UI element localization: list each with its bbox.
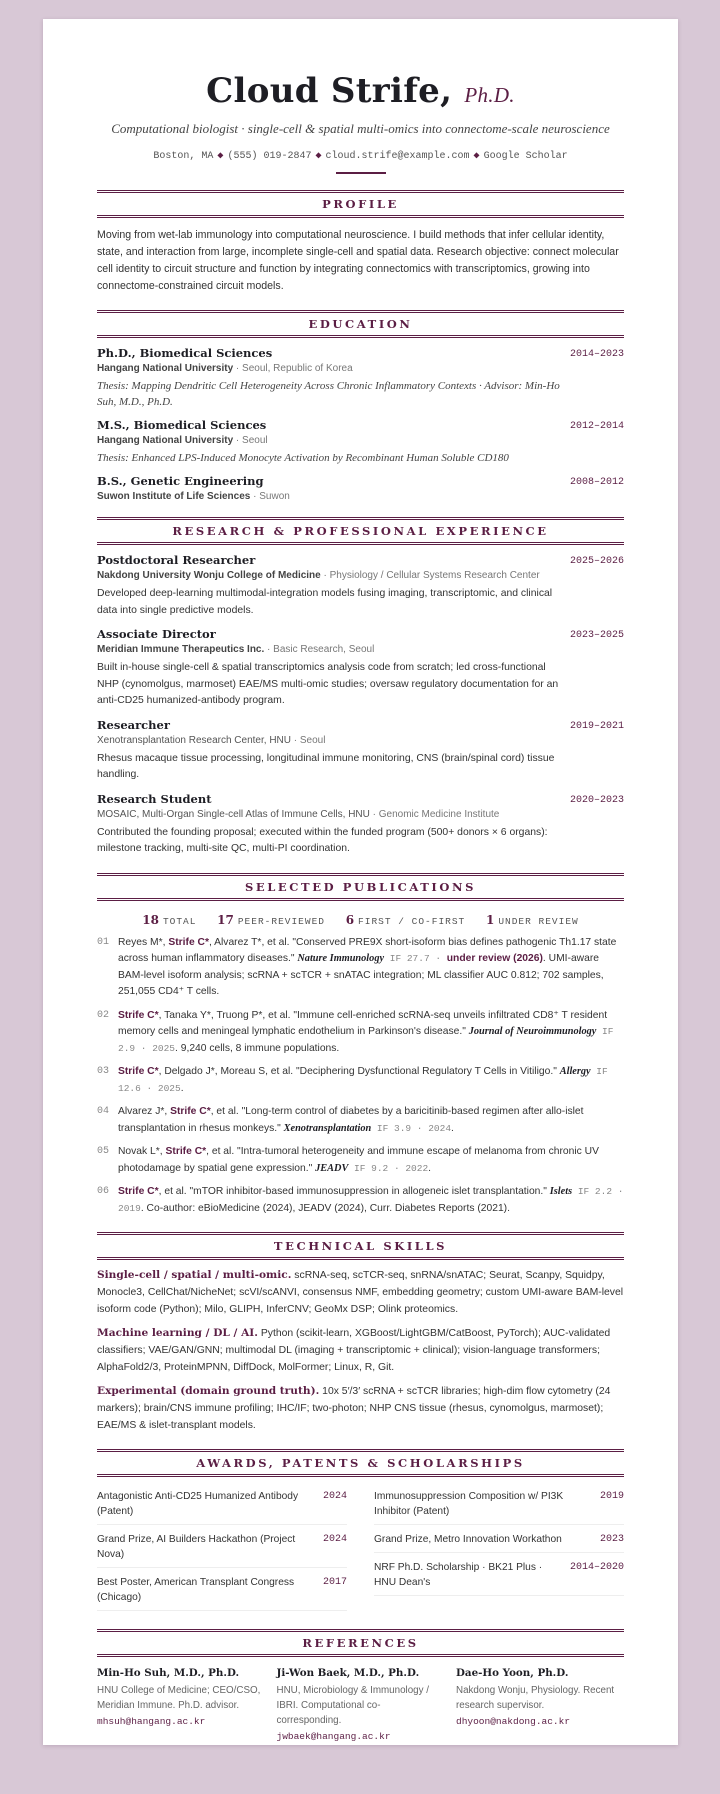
award-year: 2024 (322, 1534, 347, 1545)
publication-item (97, 1064, 624, 1097)
award-title: NRF Ph.D. Scholarship · BK21 Plus · HNU Dean's (374, 1562, 543, 1588)
reference-item (456, 1667, 624, 1742)
award-year: 2017 (322, 1577, 347, 1588)
stat-label: UNDER REVIEW (498, 915, 579, 927)
publication-notes: . (428, 1162, 432, 1174)
experience-entry (97, 718, 624, 784)
skill-label: Machine learning / DL / AI. (97, 1327, 258, 1339)
entry-title: M.S., Biomedical Sciences (97, 418, 267, 432)
contact-scholar-link[interactable]: Google Scholar (483, 151, 568, 162)
contact-location: Boston, MA (153, 151, 214, 162)
self-author: Strife C* (168, 936, 209, 948)
authors-title: , Tanaka Y*, Truong P*, et al. "Immune cell-enriched scRNA-seq unveils infiltrated CD8⁺ T resident memory cells and meningeal lymphatic endothelium in Parkinson's disease." (118, 1009, 608, 1037)
publication-item (97, 935, 624, 1001)
award-item (374, 1528, 624, 1553)
skill-group (97, 1325, 624, 1376)
stat-label: PEER-REVIEWED (237, 915, 325, 927)
section-title-publications: SELECTED PUBLICATIONS (97, 873, 624, 901)
entry-title: Researcher (97, 717, 170, 732)
award-item (374, 1556, 624, 1596)
authors-title: , Alvarez T*, et al. "Conserved PRE9X short-isoform bias defines pathogenic Th1.17 state across human inflammatory diseases." (118, 936, 617, 964)
reference-item (277, 1667, 445, 1742)
publication-index: 04 (97, 1106, 110, 1117)
self-author: Strife C* (118, 1186, 159, 1197)
self-author: Strife C* (170, 1106, 211, 1117)
references-grid (97, 1667, 624, 1742)
org-location: · Seoul (233, 435, 268, 446)
org-location: · Seoul, Republic of Korea (233, 363, 353, 374)
contact-email[interactable]: cloud.strife@example.com (325, 151, 470, 162)
stat-number: 17 (217, 912, 234, 927)
authors-before: Reyes M*, (118, 936, 169, 948)
section-title-skills: TECHNICAL SKILLS (97, 1232, 624, 1260)
publication-item (97, 1184, 624, 1217)
entry-org (97, 644, 624, 655)
experience-entry (97, 792, 624, 858)
section-title-profile: PROFILE (97, 190, 624, 218)
publication-item (97, 1144, 624, 1177)
reference-name: Dae-Ho Yoon, Ph.D. (456, 1667, 569, 1679)
entry-title: Research Student (97, 791, 212, 806)
org-name: MOSAIC, Multi-Organ Single-cell Atlas of Immune Cells, HNU (97, 808, 370, 820)
publication-index: 01 (97, 936, 110, 948)
org-name: Nakdong University Wonju College of Medicine (97, 570, 321, 581)
entry-description: Developed deep-learning multimodal-integration models fusing imaging, transcriptomic, and clinical data into single predictive models. (97, 588, 553, 616)
impact-factor: IF 9.2 · 2022 (348, 1162, 429, 1174)
org-name: Xenotransplantation Research Center, HNU (97, 734, 291, 746)
journal-name: Journal of Neuroimmunology (468, 1026, 597, 1037)
awards-column-right (374, 1485, 624, 1614)
org-name: Hangang National University (97, 363, 234, 374)
entry-title: B.S., Genetic Engineering (97, 474, 264, 488)
education-entry (97, 474, 624, 502)
impact-factor: IF 2.2 · 2019 (118, 1186, 624, 1214)
stat-first-author (345, 912, 466, 927)
entry-date: 2014–2023 (569, 349, 624, 360)
candidate-name (97, 71, 624, 111)
skill-label: Experimental (domain ground truth). (97, 1385, 320, 1397)
org-name: Meridian Immune Therapeutics Inc. (97, 644, 265, 655)
publication-notes: . 9,240 cells, 8 immune populations. (175, 1042, 340, 1054)
experience-list (97, 553, 624, 858)
entry-description: Rhesus macaque tissue processing, longitudinal immune monitoring, CNS (brain/spinal cord) tissue handling. (97, 752, 555, 780)
stat-under-review (485, 912, 579, 927)
skill-label: Single-cell / spatial / multi-omic. (97, 1269, 292, 1281)
award-title: Grand Prize, AI Builders Hackathon (Project Nova) (97, 1534, 296, 1560)
org-name: Hangang National University (97, 435, 234, 446)
entry-description: Built in-house single-cell & spatial transcriptomics analysis code from scratch; led cross-functional NHP (cynomolgus, marmoset) EAE/MS multi-omic studies; oversaw regulatory documentation for an anti-CD25 humanized-antibody program. (97, 662, 559, 706)
section-title-references: REFERENCES (97, 1629, 624, 1657)
stat-number: 6 (345, 912, 355, 927)
reference-description: Nakdong Wonju, Physiology. Recent research supervisor. (456, 1685, 615, 1711)
skill-text: scRNA-seq, scTCR-seq, snRNA/snATAC; Seurat, Scanpy, Squidpy, Monocle3, CellChat/NicheNet; scVI/scANVI, consensus NMF, embedding geometry; custom UMI-aware BAM-level isoform code (Python); Milo, GLIPH, InferCNV; GeoMx DSP; Olink proteomics. (97, 1270, 624, 1315)
publication-list (97, 935, 624, 1218)
award-title: Grand Prize, Metro Innovation Workathon (374, 1534, 562, 1545)
degree-suffix: Ph.D. (464, 83, 515, 107)
education-list (97, 346, 624, 502)
org-location: · Genomic Medicine Institute (369, 808, 500, 820)
resume-page (43, 19, 678, 1745)
award-title: Antagonistic Anti-CD25 Humanized Antibody (Patent) (97, 1491, 299, 1517)
section-title-experience: RESEARCH & PROFESSIONAL EXPERIENCE (97, 517, 624, 545)
reference-email[interactable]: dhyoon@nakdong.ac.kr (456, 1716, 571, 1727)
publication-notes: . (451, 1122, 454, 1134)
awards-grid (97, 1485, 624, 1614)
diamond-separator-icon: ◆ (315, 151, 322, 162)
entry-org (97, 809, 624, 820)
diamond-separator-icon: ◆ (217, 151, 224, 162)
entry-date: 2012–2014 (569, 421, 624, 432)
reference-name: Min-Ho Suh, M.D., Ph.D. (97, 1667, 240, 1679)
education-entry (97, 418, 624, 466)
stat-label: TOTAL (162, 915, 197, 927)
education-entry (97, 346, 624, 410)
self-author: Strife C* (118, 1066, 159, 1077)
contact-line (97, 150, 624, 162)
entry-date: 2023–2025 (569, 630, 624, 641)
entry-org (97, 735, 624, 746)
authors-before: Novak L*, (118, 1146, 166, 1157)
journal-name: Nature Immunology (297, 953, 385, 964)
publication-item (97, 1008, 624, 1058)
publication-stats (97, 913, 624, 927)
contact-phone[interactable]: (555) 019-2847 (227, 151, 312, 162)
award-year: 2019 (599, 1491, 624, 1502)
impact-factor: IF 2.9 · 2025 (118, 1026, 614, 1054)
entry-date: 2019–2021 (569, 720, 624, 732)
award-item (97, 1485, 347, 1525)
entry-title: Ph.D., Biomedical Sciences (97, 346, 273, 360)
publication-item (97, 1104, 624, 1137)
experience-entry (97, 553, 624, 619)
impact-factor: IF 27.7 · (384, 953, 447, 964)
stat-label: FIRST / CO-FIRST (358, 915, 466, 927)
award-title: Immunosuppression Composition w/ PI3K Inhibitor (Patent) (374, 1491, 564, 1517)
profile-summary: Moving from wet-lab immunology into computational neuroscience. I build methods that infer cellular identity, state, and interaction from large, incomplete single-cell and spatial data. Research objective: connect molecular cell identity to circuit structure and function by integrating connectomics with transcriptomics, growing into connectome-constrained circuit models. (97, 229, 619, 292)
name-text: Cloud Strife, (206, 71, 453, 111)
section-title-awards: AWARDS, PATENTS & SCHOLARSHIPS (97, 1449, 624, 1477)
publication-notes: . UMI-aware BAM-level isoform analysis; scRNA + scTCR + snATAC integration; ML classifier AUC 0.812; 702 samples, 251,055 CD4⁺ T cells. (118, 953, 604, 997)
entry-org (97, 363, 624, 374)
org-location: · Seoul (291, 734, 326, 746)
skill-group (97, 1267, 624, 1318)
entry-date: 2025–2026 (569, 556, 624, 567)
award-year: 2024 (322, 1491, 347, 1502)
org-location: · Physiology / Cellular Systems Research Center (320, 570, 540, 581)
skill-text: Python (scikit-learn, XGBoost/LightGBM/CatBoost, PyTorch); AUC-validated classifiers; VAE/GAN/GNN; multimodal DL (imaging + transcriptomic + clinical); vision-language transformers; AlphaFold2/3, ProteinMPNN, DiffDock, MolFormer; Linux, R, Git. (97, 1328, 611, 1373)
reference-description: HNU College of Medicine; CEO/CSO, Meridian Immune. Ph.D. advisor. (97, 1685, 261, 1711)
org-location: · Basic Research, Seoul (264, 644, 375, 655)
award-year: 2014–2020 (569, 1562, 624, 1573)
review-status: under review (2026) (446, 953, 543, 964)
award-title: Best Poster, American Transplant Congress (Chicago) (97, 1577, 295, 1603)
authors-title: , Delgado J*, Moreau S, et al. "Deciphering Dysfunctional Regulatory T Cells in Vitiligo." (158, 1066, 560, 1077)
skills-list (97, 1267, 624, 1434)
entry-title: Postdoctoral Researcher (97, 553, 256, 567)
reference-email[interactable]: mhsuh@hangang.ac.kr (97, 1716, 206, 1727)
publication-index: 03 (97, 1066, 110, 1077)
entry-thesis: Thesis: Enhanced LPS-Induced Monocyte Activation by Recombinant Human Soluble CD180 (97, 452, 509, 464)
authors-title: , et al. "mTOR inhibitor-based immunosuppression in allogeneic islet transplantation." (158, 1186, 550, 1197)
entry-date: 2020–2023 (569, 794, 624, 806)
award-item (97, 1571, 347, 1611)
authors-title: , et al. "Long-term control of diabetes by a baricitinib-based regimen after allo-islet transplantation in rhesus monkeys." (118, 1106, 584, 1134)
entry-description: Contributed the founding proposal; executed within the funded program (500+ donors × 6 organs): milestone tracking, multi-site QC, multi-PI coordination. (97, 826, 548, 854)
section-title-education: EDUCATION (97, 310, 624, 338)
stat-number: 1 (485, 912, 495, 927)
reference-email[interactable]: jwbaek@hangang.ac.kr (276, 1731, 391, 1742)
resume-header (97, 19, 624, 174)
org-name: Suwon Institute of Life Sciences (97, 491, 251, 502)
publication-index: 06 (97, 1186, 110, 1197)
journal-name: Xenotransplantation (283, 1122, 372, 1134)
award-item (374, 1485, 624, 1525)
org-location: · Suwon (250, 491, 290, 502)
publication-notes: . (180, 1082, 184, 1094)
awards-column-left (97, 1485, 347, 1614)
award-year: 2023 (599, 1534, 624, 1545)
entry-date: 2008–2012 (569, 477, 624, 488)
entry-thesis: Thesis: Mapping Dendritic Cell Heterogeneity Across Chronic Inflammatory Contexts · Advisor: Min-Ho Suh, M.D., Ph.D. (97, 380, 560, 408)
impact-factor: IF 3.9 · 2024 (371, 1122, 452, 1134)
entry-org (97, 435, 624, 446)
entry-org (97, 491, 624, 502)
resume-content (97, 19, 624, 1742)
skill-text: 10x 5′/3′ scRNA + scTCR libraries; high-dim flow cytometry (24 markers); brain/CNS immune profiling; IHC/IF; two-photon; NHP CNS tissue (rhesus, cynomolgus, marmoset); EAE/MS & islet-transplant models. (97, 1386, 611, 1431)
tagline: Computational biologist · single-cell & spatial multi-omics into connectome-scale neuroscience (111, 121, 610, 136)
journal-name: JEADV (315, 1162, 349, 1174)
authors-before: Alvarez J*, (118, 1106, 171, 1117)
journal-name: Allergy (559, 1066, 591, 1077)
journal-name: Islets (549, 1186, 573, 1197)
reference-item (97, 1667, 265, 1742)
stat-number: 18 (142, 912, 159, 927)
stat-total (142, 912, 197, 927)
publication-notes: . Co-author: eBioMedicine (2024), JEADV (2024), Curr. Diabetes Reports (2021). (140, 1202, 510, 1214)
self-author: Strife C* (165, 1146, 207, 1157)
stat-peer-reviewed (217, 912, 325, 927)
header-divider (336, 172, 386, 174)
publication-index: 05 (97, 1146, 110, 1157)
experience-entry (97, 627, 624, 710)
reference-description: HNU, Microbiology & Immunology / IBRI. Computational co-corresponding. (276, 1685, 429, 1726)
entry-title: Associate Director (97, 627, 216, 641)
entry-org (97, 570, 624, 581)
authors-title: , et al. "Intra-tumoral heterogeneity and immune escape of melanoma from chronic UV photodamage by spatial gene expression." (118, 1146, 599, 1174)
self-author: Strife C* (118, 1009, 159, 1021)
award-item (97, 1528, 347, 1568)
publication-index: 02 (97, 1009, 110, 1021)
impact-factor: IF 12.6 · 2025 (118, 1066, 608, 1094)
skill-group (97, 1383, 624, 1434)
reference-name: Ji-Won Baek, M.D., Ph.D. (276, 1667, 420, 1679)
diamond-separator-icon: ◆ (473, 151, 480, 162)
